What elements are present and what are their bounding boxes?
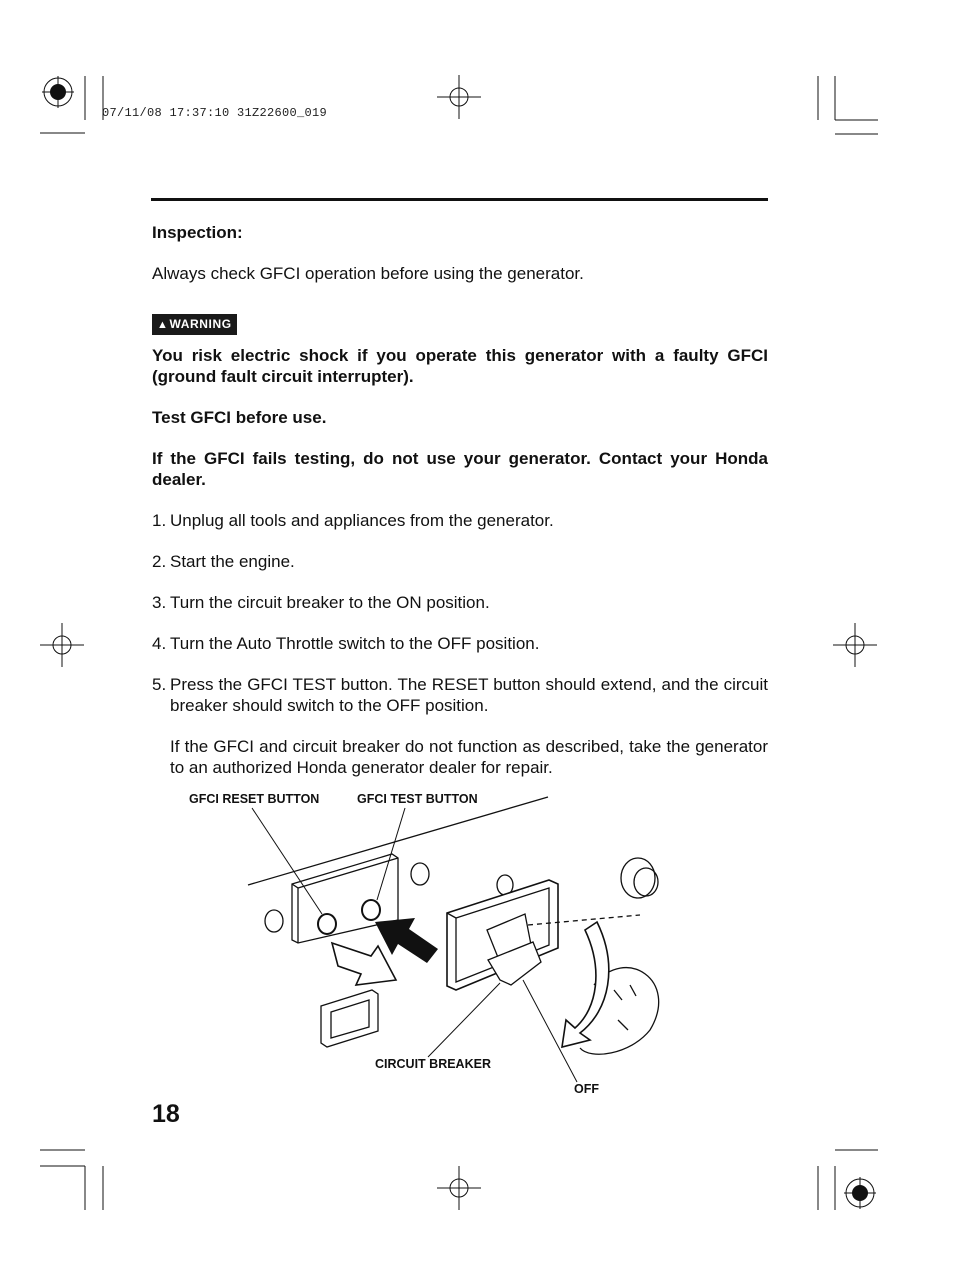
- step-5: [152, 674, 768, 716]
- step-number: 5.: [152, 675, 167, 694]
- page-content: [152, 222, 768, 778]
- gfci-reset-button-label: GFCI RESET BUTTON: [189, 792, 320, 806]
- step-text: Start the engine.: [170, 552, 295, 571]
- intro-text: Always check GFCI operation before using the generator.: [152, 264, 584, 283]
- warning-line-2: Test GFCI before use.: [152, 408, 327, 427]
- step-text: Press the GFCI TEST button. The RESET button should extend, and the circuit breaker should switch to the OFF position.: [170, 675, 768, 715]
- gfci-test-button-label: GFCI TEST BUTTON: [357, 792, 478, 806]
- warning-line-3: If the GFCI fails testing, do not use your generator. Contact your Honda dealer.: [152, 449, 768, 489]
- step-number: 3.: [152, 593, 167, 612]
- crosshair-icon: [437, 75, 481, 119]
- print-stamp: 07/11/08 17:37:10 31Z22600_019: [102, 106, 328, 120]
- warning-triangle-icon: ▲: [157, 319, 169, 331]
- crosshair-icon: [437, 1166, 481, 1210]
- step-5-note: If the GFCI and circuit breaker do not function as described, take the generator to an authorized Honda generator dealer for repair.: [170, 737, 768, 777]
- warning-label-text: WARNING: [169, 317, 232, 331]
- circuit-breaker-label: CIRCUIT BREAKER: [375, 1057, 491, 1071]
- warning-label: [152, 312, 768, 335]
- crosshair-icon: [833, 623, 877, 667]
- section-rule: [151, 198, 768, 201]
- crosshair-icon: [40, 623, 84, 667]
- section-heading: Inspection:: [152, 223, 243, 242]
- step-text: Turn the Auto Throttle switch to the OFF position.: [170, 634, 540, 653]
- step-number: 2.: [152, 552, 167, 571]
- registration-target-icon: [42, 76, 74, 108]
- page-number: 18: [152, 1100, 180, 1128]
- step-4: [152, 633, 768, 654]
- step-number: 1.: [152, 511, 167, 530]
- step-2: [152, 551, 768, 572]
- registration-target-icon: [844, 1177, 876, 1209]
- step-1: [152, 510, 768, 531]
- step-text: Unplug all tools and appliances from the generator.: [170, 511, 554, 530]
- step-3: [152, 592, 768, 613]
- warning-line-1: You risk electric shock if you operate this generator with a faulty GFCI (ground fault circuit interrupter).: [152, 346, 768, 386]
- step-text: Turn the circuit breaker to the ON position.: [170, 593, 490, 612]
- step-number: 4.: [152, 634, 167, 653]
- off-label: OFF: [574, 1082, 599, 1096]
